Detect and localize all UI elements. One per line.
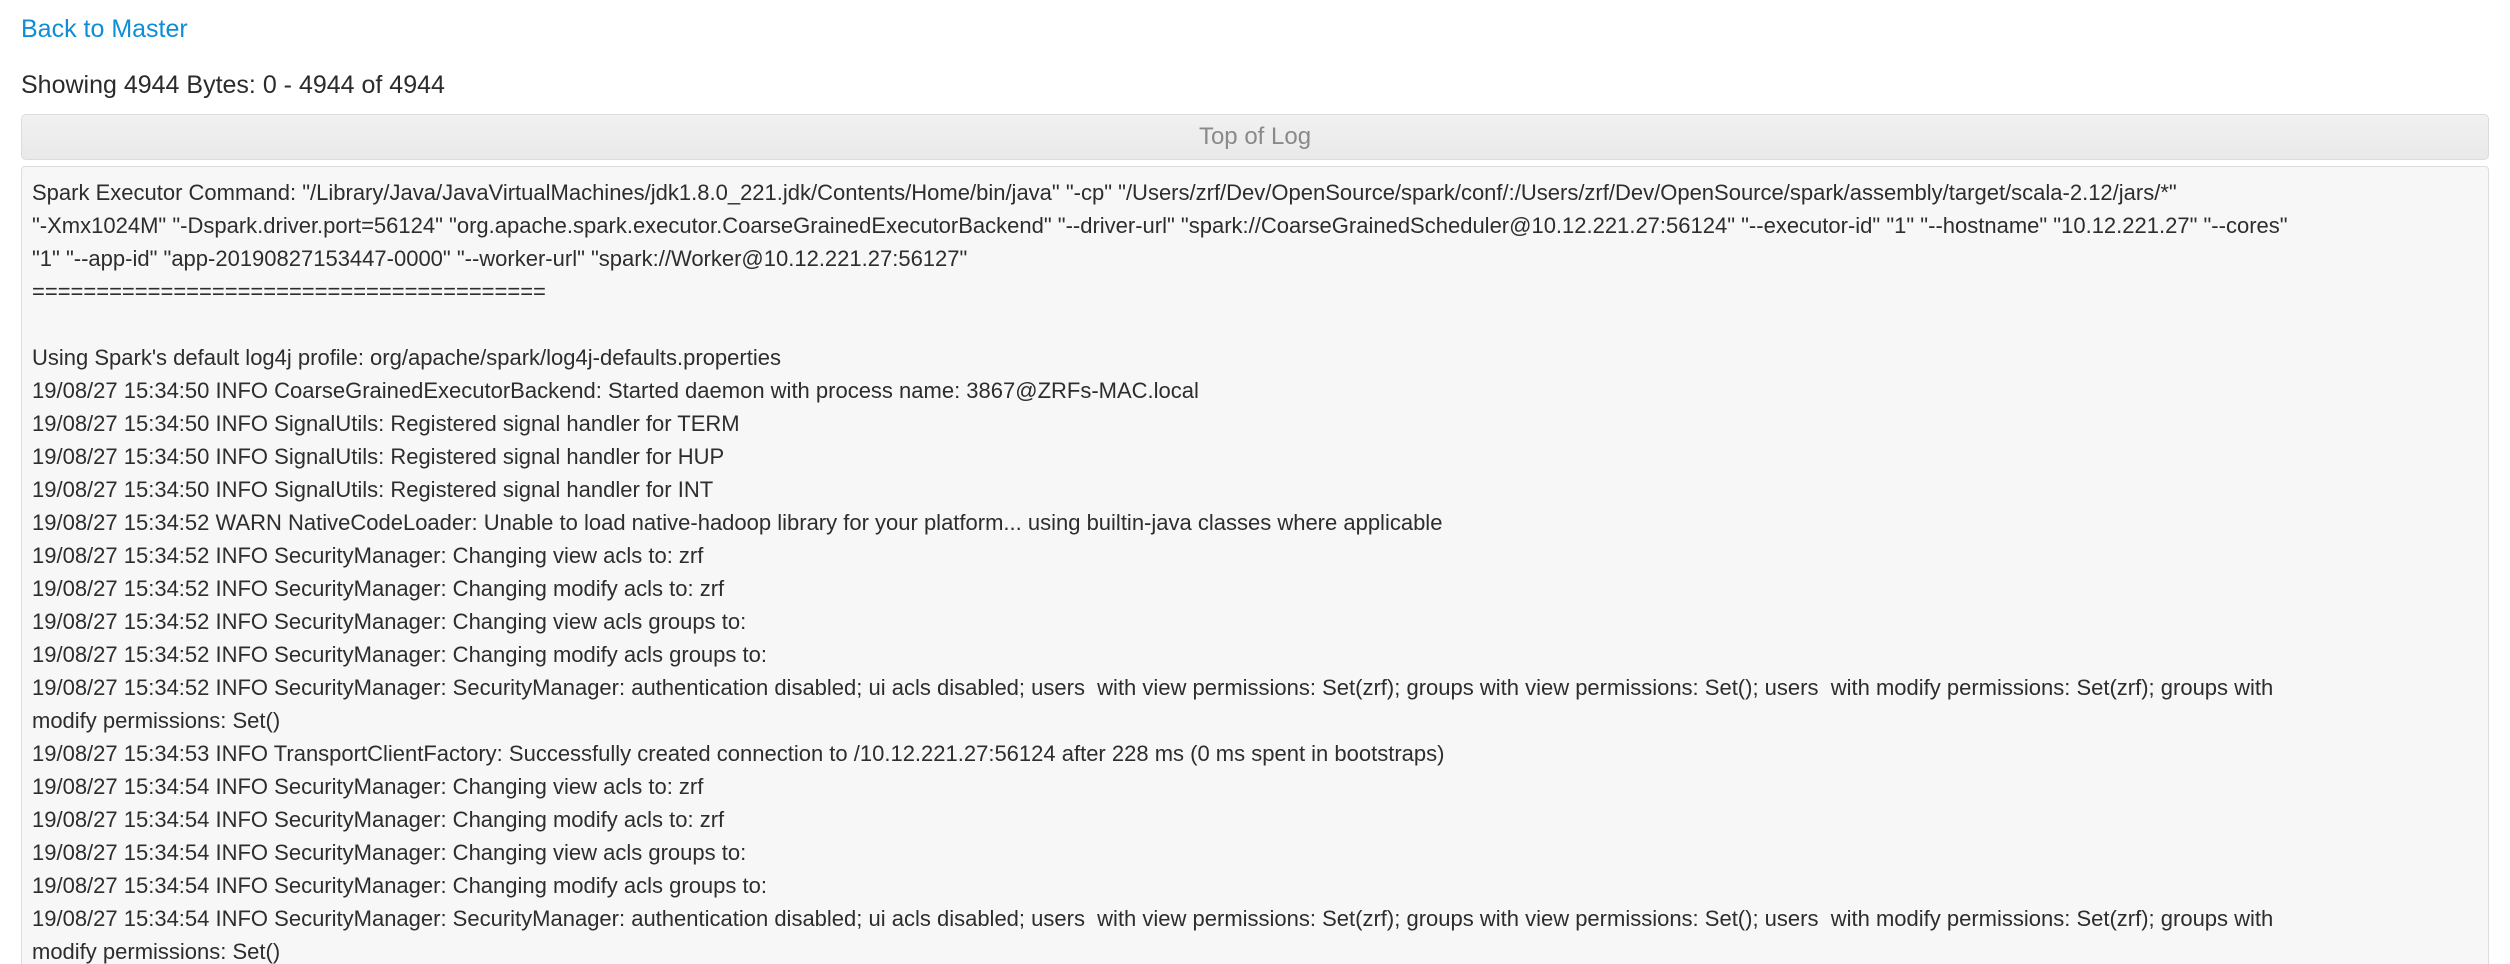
log-line: 19/08/27 15:34:52 INFO SecurityManager: Changing modify acls groups to: [32,642,767,667]
log-line: "-Xmx1024M" "-Dspark.driver.port=56124" "org.apache.spark.executor.CoarseGrainedExecutorBackend" "--driver-url" "spark://CoarseGrainedScheduler@10.12.221.27:56124" "--executor-id" "1" "--hostname" "10.12.221.27" "--cores" [32,213,2288,238]
log-content[interactable] [21,166,2489,964]
log-line: 19/08/27 15:34:50 INFO CoarseGrainedExecutorBackend: Started daemon with process name: 3867@ZRFs-MAC.local [32,378,1199,403]
log-line: modify permissions: Set() [32,708,281,733]
log-line: 19/08/27 15:34:52 INFO SecurityManager: Changing view acls to: zrf [32,543,704,568]
log-line: 19/08/27 15:34:54 INFO SecurityManager: Changing modify acls to: zrf [32,807,725,832]
log-line: Using Spark's default log4j profile: org/apache/spark/log4j-defaults.properties [32,345,781,370]
log-line: modify permissions: Set() [32,939,281,964]
log-line: 19/08/27 15:34:52 INFO SecurityManager: Changing view acls groups to: [32,609,747,634]
log-line: 19/08/27 15:34:50 INFO SignalUtils: Registered signal handler for HUP [32,444,725,469]
log-line: 19/08/27 15:34:50 INFO SignalUtils: Registered signal handler for TERM [32,411,740,436]
byte-range-summary: Showing 4944 Bytes: 0 - 4944 of 4944 [21,71,445,99]
top-of-log-button[interactable]: Top of Log [21,114,2489,160]
log-line: 19/08/27 15:34:53 INFO TransportClientFactory: Successfully created connection to /10.12.221.27:56124 after 228 ms (0 ms spent in bootstraps) [32,741,1445,766]
back-to-master-link[interactable]: Back to Master [21,15,188,43]
log-line: 19/08/27 15:34:52 WARN NativeCodeLoader: Unable to load native-hadoop library for your platform... using builtin-java classes where applicable [32,510,1443,535]
log-line: Spark Executor Command: "/Library/Java/JavaVirtualMachines/jdk1.8.0_221.jdk/Contents/Home/bin/java" "-cp" "/Users/zrf/Dev/OpenSource/spark/conf/:/Users/zrf/Dev/OpenSource/spark/assembly/target/scala-2.12/jars/*" [32,180,2177,205]
log-line: 19/08/27 15:34:52 INFO SecurityManager: Changing modify acls to: zrf [32,576,725,601]
log-line: 19/08/27 15:34:50 INFO SignalUtils: Registered signal handler for INT [32,477,714,502]
log-line: 19/08/27 15:34:54 INFO SecurityManager: SecurityManager: authentication disabled; ui acls disabled; users with view permissions: Set(zrf); groups with view permissions: Set(); users with modify permissions: Set(zrf); groups with [32,906,2274,931]
log-line: ======================================== [32,279,546,304]
log-line: "1" "--app-id" "app-20190827153447-0000" "--worker-url" "spark://Worker@10.12.221.27:56127" [32,246,968,271]
log-line: 19/08/27 15:34:52 INFO SecurityManager: SecurityManager: authentication disabled; ui acls disabled; users with view permissions: Set(zrf); groups with view permissions: Set(); users with modify permissions: Set(zrf); groups with [32,675,2274,700]
log-line [32,308,2478,341]
log-line: 19/08/27 15:34:54 INFO SecurityManager: Changing modify acls groups to: [32,873,767,898]
log-line: 19/08/27 15:34:54 INFO SecurityManager: Changing view acls to: zrf [32,774,704,799]
log-line: 19/08/27 15:34:54 INFO SecurityManager: Changing view acls groups to: [32,840,747,865]
